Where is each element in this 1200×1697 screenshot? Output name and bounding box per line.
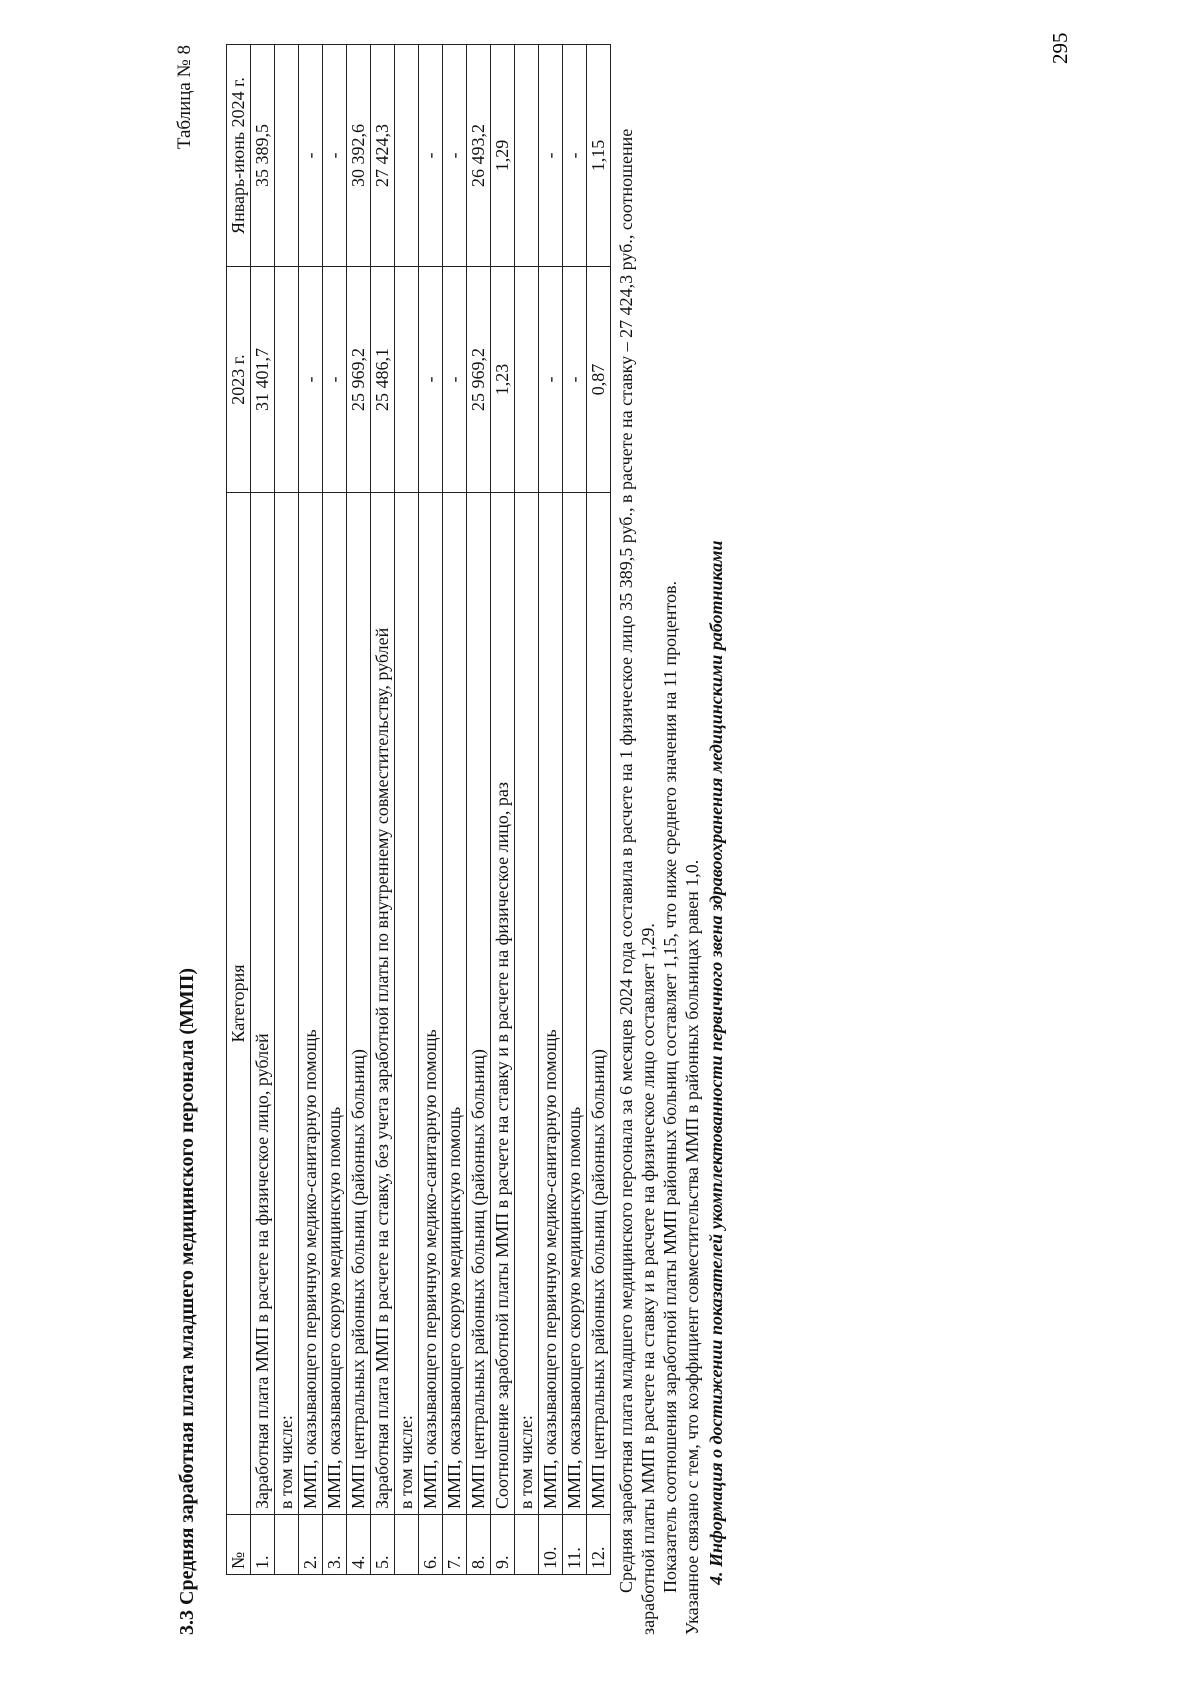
row-value-2024: - — [563, 45, 587, 267]
row-category: ММП, оказывающего первичную медико-санитарную помощь — [299, 493, 323, 1515]
row-value-2024: - — [443, 45, 467, 267]
header-row — [170, 45, 212, 1635]
row-category: Заработная плата ММП в расчете на ставку, без учета заработной платы по внутреннему совместительству, рублей — [371, 493, 395, 1515]
table-row — [299, 45, 323, 1575]
row-value-2024: - — [539, 45, 563, 267]
row-value-2023 — [395, 267, 419, 493]
row-category: ММП центральных районных больниц (районных больниц) — [467, 493, 491, 1515]
row-number: 11. — [563, 1515, 587, 1575]
table-row — [587, 45, 611, 1575]
paragraph-3: Указанное связано с тем, что коэффициент совместительства ММП в районных больницах равен 1,0. — [682, 859, 702, 1635]
table-row — [275, 45, 299, 1575]
row-category: в том числе: — [515, 493, 539, 1515]
header-num: № — [227, 1515, 251, 1575]
row-value-2023: 25 969,2 — [347, 267, 371, 493]
table-row — [467, 45, 491, 1575]
table-row — [347, 45, 371, 1575]
row-number — [515, 1515, 539, 1575]
row-value-2024: - — [323, 45, 347, 267]
row-value-2024 — [275, 45, 299, 267]
header-2023: 2023 г. — [227, 267, 251, 493]
row-category: ММП, оказывающего скорую медицинскую помощь — [563, 493, 587, 1515]
row-number — [395, 1515, 419, 1575]
row-category: ММП, оказывающего скорую медицинскую помощь — [443, 493, 467, 1515]
row-category: в том числе: — [275, 493, 299, 1515]
row-value-2023: - — [419, 267, 443, 493]
row-value-2023: 25 969,2 — [467, 267, 491, 493]
salary-table — [226, 44, 611, 1575]
page-number: 295 — [1048, 32, 1072, 64]
paragraph-2: Показатель соотношения заработной платы ММП районных больниц составляет 1,15, что ниже среднего значения на 11 процентов. — [660, 580, 680, 1593]
row-value-2023: 25 486,1 — [371, 267, 395, 493]
row-value-2024: 1,15 — [587, 45, 611, 267]
row-number: 7. — [443, 1515, 467, 1575]
row-number: 2. — [299, 1515, 323, 1575]
header-2024: Январь-июнь 2024 г. — [227, 45, 251, 267]
row-number: 3. — [323, 1515, 347, 1575]
table-label: Таблица № 8 — [174, 45, 195, 150]
table-row — [515, 45, 539, 1575]
table-row — [491, 45, 515, 1575]
row-value-2024: 30 392,6 — [347, 45, 371, 267]
table-row — [563, 45, 587, 1575]
table-row — [539, 45, 563, 1575]
table-row — [443, 45, 467, 1575]
row-category: ММП, оказывающего первичную медико-санитарную помощь — [539, 493, 563, 1515]
table-row — [395, 45, 419, 1575]
row-value-2023: - — [323, 267, 347, 493]
row-value-2024: 26 493,2 — [467, 45, 491, 267]
table-body — [251, 45, 611, 1575]
row-number: 6. — [419, 1515, 443, 1575]
section-title: 3.3 Средняя заработная плата младшего медицинского персонала (ММП) — [176, 968, 198, 1635]
text-block — [615, 45, 727, 1635]
row-category: Соотношение заработной платы ММП в расчете на ставку и в расчете на физическое лицо, раз — [491, 493, 515, 1515]
paragraph-1: Средняя заработная плата младшего медицинского персонала за 6 месяцев 2024 года составила в расчете на 1 физическое лицо 35 389,5 руб., в расчете на ставку – 27 424,3 руб., соотношение заработной платы ММП в расчете на ставку и в расчете на физическое лицо составляет 1,29. — [616, 128, 658, 1635]
row-value-2023: 31 401,7 — [251, 267, 275, 493]
row-value-2023: 0,87 — [587, 267, 611, 493]
row-value-2024: 1,29 — [491, 45, 515, 267]
table-row — [371, 45, 395, 1575]
row-value-2024 — [395, 45, 419, 267]
row-value-2023: - — [539, 267, 563, 493]
row-value-2024 — [515, 45, 539, 267]
row-number: 12. — [587, 1515, 611, 1575]
row-value-2023: - — [299, 267, 323, 493]
row-category: ММП, оказывающего первичную медико-санитарную помощь — [419, 493, 443, 1515]
row-value-2024: 35 389,5 — [251, 45, 275, 267]
row-number: 10. — [539, 1515, 563, 1575]
row-number: 5. — [371, 1515, 395, 1575]
row-number: 8. — [467, 1515, 491, 1575]
row-value-2024: - — [419, 45, 443, 267]
header-category: Категория — [227, 493, 251, 1515]
row-number — [275, 1515, 299, 1575]
table-row — [323, 45, 347, 1575]
row-category: ММП центральных районных больниц (районных больниц) — [347, 493, 371, 1515]
table-row — [419, 45, 443, 1575]
table-row — [251, 45, 275, 1575]
row-category: ММП центральных районных больниц (районных больниц) — [587, 493, 611, 1515]
row-value-2023: - — [443, 267, 467, 493]
row-category: в том числе: — [395, 493, 419, 1515]
row-value-2024: - — [299, 45, 323, 267]
row-number: 1. — [251, 1515, 275, 1575]
row-number: 9. — [491, 1515, 515, 1575]
row-value-2023: - — [563, 267, 587, 493]
row-value-2024: 27 424,3 — [371, 45, 395, 267]
row-value-2023: 1,23 — [491, 267, 515, 493]
rotated-content — [170, 45, 870, 1635]
row-value-2023 — [515, 267, 539, 493]
row-category: Заработная плата ММП в расчете на физическое лицо, рублей — [251, 493, 275, 1515]
table-header-row — [227, 45, 251, 1575]
section-4-heading: 4. Информация о достижении показателей укомплектованности первичного звена здравоохранения медицинскими работниками — [706, 540, 726, 1585]
row-category: ММП, оказывающего скорую медицинскую помощь — [323, 493, 347, 1515]
row-value-2023 — [275, 267, 299, 493]
row-number: 4. — [347, 1515, 371, 1575]
